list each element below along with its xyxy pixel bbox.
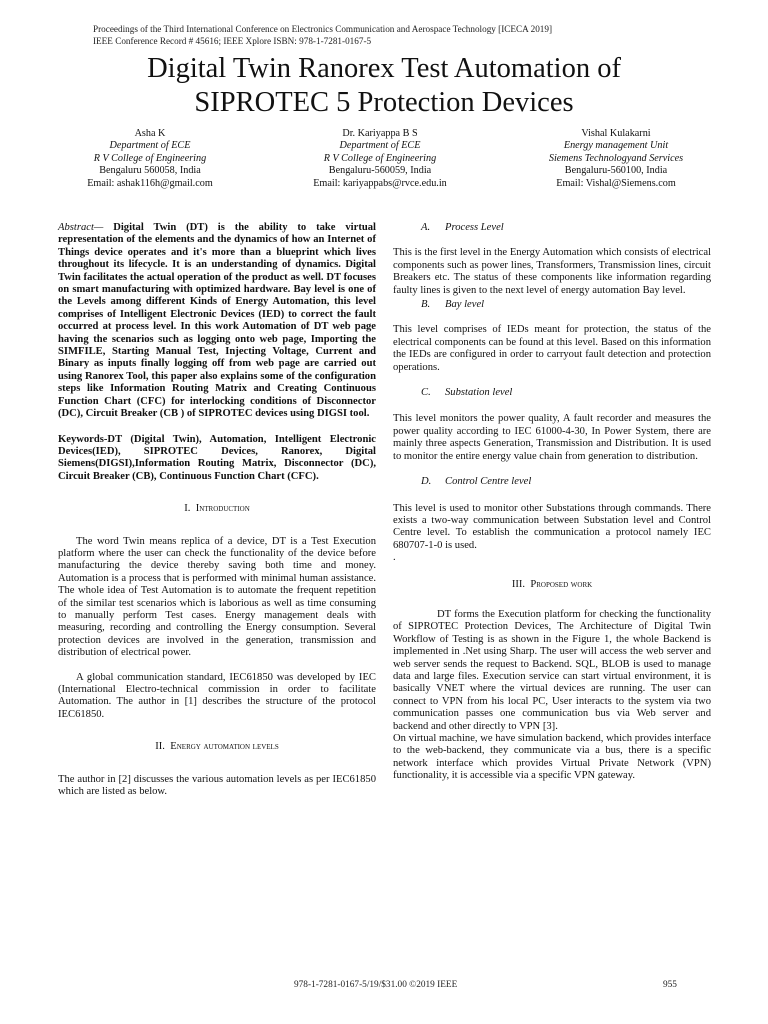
subsection-title: Control Centre level [445,476,532,488]
section-title: Energy automation levels [170,741,279,753]
keywords: Keywords-DT (Digital Twin), Automation, Intelligent Electronic Devices(IED), SIPROTEC Devices, Ranorex, Digital Siemens(DIGSI),Information Routing Matrix, Disconnector (DC), Circuit Breaker (CB), Continuous Function Chart (CFC). [58,433,376,482]
author-institution: R V College of Engineering [93,152,207,164]
author-name: Asha K [134,128,166,139]
introduction-paragraph-1: The word Twin means replica of a device, DT is a Test Execution platform where the user can check the functionality of the device before manufacturing the device thereby saving both time and money. Automation is a process that is performed with minimal human assistance. The whole idea of Test Automation is to automate the frequent repetition of the similar test scenarios which is laborious as well as time consuming to manually perform Test cases. Energy management deals with measuring, recording and controlling the Energy consumption. Several protection devices are involved in the generation, transmission and distribution of electrical power. [58,535,376,659]
author-block-2 [291,128,469,190]
section-number: I. [184,503,191,515]
author-name: Vishal Kulakarni [581,128,651,139]
abstract [58,222,376,421]
subsection-title: Bay level [445,299,485,311]
subsection-heading-process-level [421,222,711,234]
author-email: Email: kariyappabs@rvce.edu.in [313,177,447,189]
author-email: Email: Vishal@Siemens.com [556,177,676,189]
author-name: Dr. Kariyappa B S [342,128,418,139]
author-block-3 [527,128,705,190]
section-title: Introduction [195,503,250,515]
subsection-label: A. [421,222,431,233]
substation-level-paragraph: This level monitors the power quality, A fault recorder and measures the power quality according to IEC 61000-4-30, In Power System, there are mainly three aspects Generation, Transmission and Distribution. It is used to monitor the entire energy value chain from generation to distribution. [393,413,711,462]
author-institution: R V College of Engineering [323,152,437,164]
proposed-work-paragraph-1: DT forms the Execution platform for checking the functionality of SIPROTEC Protection Devices, The Architecture of Digital Twin Workflow of Testing is as shown in the Figure 1, the whole Backend is implemented in .Net using Sharp. The user will access the web server and web server sends the request to Backend. SQL, BLOB is used to manage data and large files. Execution service can start virtual environment, it is basically VNET where the virtual devices are running. The user can connect to VPN from his local PC, User interacts to the system via two communication passes one communication bus via Web server and backend and other directly to VPN [3]. [393,608,711,732]
subsection-label: B. [421,299,431,311]
author-department: Energy management Unit [563,140,669,152]
author-city: Bengaluru 560058, India [99,165,201,177]
subsection-label: D. [421,476,432,488]
section-title: Proposed work [530,578,593,590]
title-line-2: SIPROTEC 5 Protection Devices [194,87,574,118]
conference-line: Proceedings of the Third International Conference on Electronics Communication and Aerospace Technology [ICECA 2019] [93,24,553,34]
subsection-heading-substation-level [421,387,711,399]
subsection-label: C. [421,387,431,399]
control-centre-paragraph: This level is used to monitor other Substations through commands. There exists a two-way communication between Substation level and Control Centre level. To establish the communication a protocol namely IEC 680707-1-0 is used. [393,502,711,551]
introduction-paragraph-2: A global communication standard, IEC61850 was developed by IEC (International Electro-technical commission in order to facilitate Automation. The author in [1] describes the structure of the protocol IEC61850. [58,671,376,720]
section-number: II. [155,741,165,753]
bay-level-paragraph: This level comprises of IEDs meant for protection, the status of the electrical components can be found at this level. Based on this information the IEDs are configured in order to carryout fault detection and protection operations. [393,324,711,373]
right-column [393,222,711,783]
conference-record-line: IEEE Conference Record # 45616; IEEE Xplore ISBN: 978-1-7281-0167-5 [93,36,372,46]
proposed-work-paragraph-2: On virtual machine, we have simulation backend, which provides interface to the web-backend, they communicate via a bus, there is a specific network interface which provides Virtual Private Network (VPN) functionality, it is accessible via a specific VPN gateway. [393,733,711,782]
title-line-1: Digital Twin Ranorex Test Automation of [147,53,621,84]
author-department: Department of ECE [339,140,421,152]
process-level-paragraph: This is the first level in the Energy Automation which consists of electrical components such as power lines, Transformers, Transmission lines, circuit Breakers etc. The status of these components like information regarding faulty lines is given to the next level of energy automation Bay level. [393,247,711,296]
left-column [58,222,376,798]
section-heading-energy-automation [58,741,376,753]
stray-period: . [393,552,396,564]
author-city: Bengaluru-560100, India [564,165,668,177]
author-department: Department of ECE [109,140,191,152]
conference-header [93,23,552,47]
author-email: Email: ashak116h@gmail.com [87,177,213,189]
page-number: 955 [663,980,677,990]
abstract-lead: Abstract— [58,222,104,233]
subsection-title: Substation level [445,387,513,399]
author-city: Bengaluru-560059, India [328,165,432,177]
subsection-heading-bay-level [421,299,711,311]
section-heading-proposed-work [393,579,711,591]
author-block-1 [62,128,238,190]
subsection-title: Process Level [445,222,504,233]
subsection-heading-control-centre-level [421,476,711,488]
abstract-body: Digital Twin (DT) is the ability to take virtual representation of the elements and the dynamics of how an Internet of Things device operates and it's more than a blueprint which lives throughout its lifecycle. It is an understanding of dynamics. Digital Twin facilitates the actual operation of the product as well. DT focuses on smart manufacturing with optimized hardware. Bay level is one of the Levels among different Kinds of Energy Automation, this level comprises of Intelligent Electronic Devices (IED) to correct the fault occurred at process level. In this work Automation of DT web page having the scenarios such as logging onto web page, Importing the SIMFILE, Starting Manual Test, Injecting Voltage, Current and Binary as inputs finally logging off from web page are carried out using Ranorex Tool, this paper also explains some of the configuration steps like Information Routing Matrix and Creating Continuous Function Chart (CFC) for interlocking conditions of Disconnector (DC), Circuit Breaker (CB ) of SIPROTEC devices using DIGSI tool. [58,222,376,420]
section-heading-introduction [58,503,376,515]
paper-title [0,52,768,120]
section-number: III. [511,578,526,590]
copyright-code: 978-1-7281-0167-5/19/$31.00 ©2019 IEEE [294,980,458,990]
author-institution: Siemens Technologyand Services [548,152,684,164]
energy-levels-paragraph: The author in [2] discusses the various automation levels as per IEC61850 which are listed as below. [58,773,376,798]
